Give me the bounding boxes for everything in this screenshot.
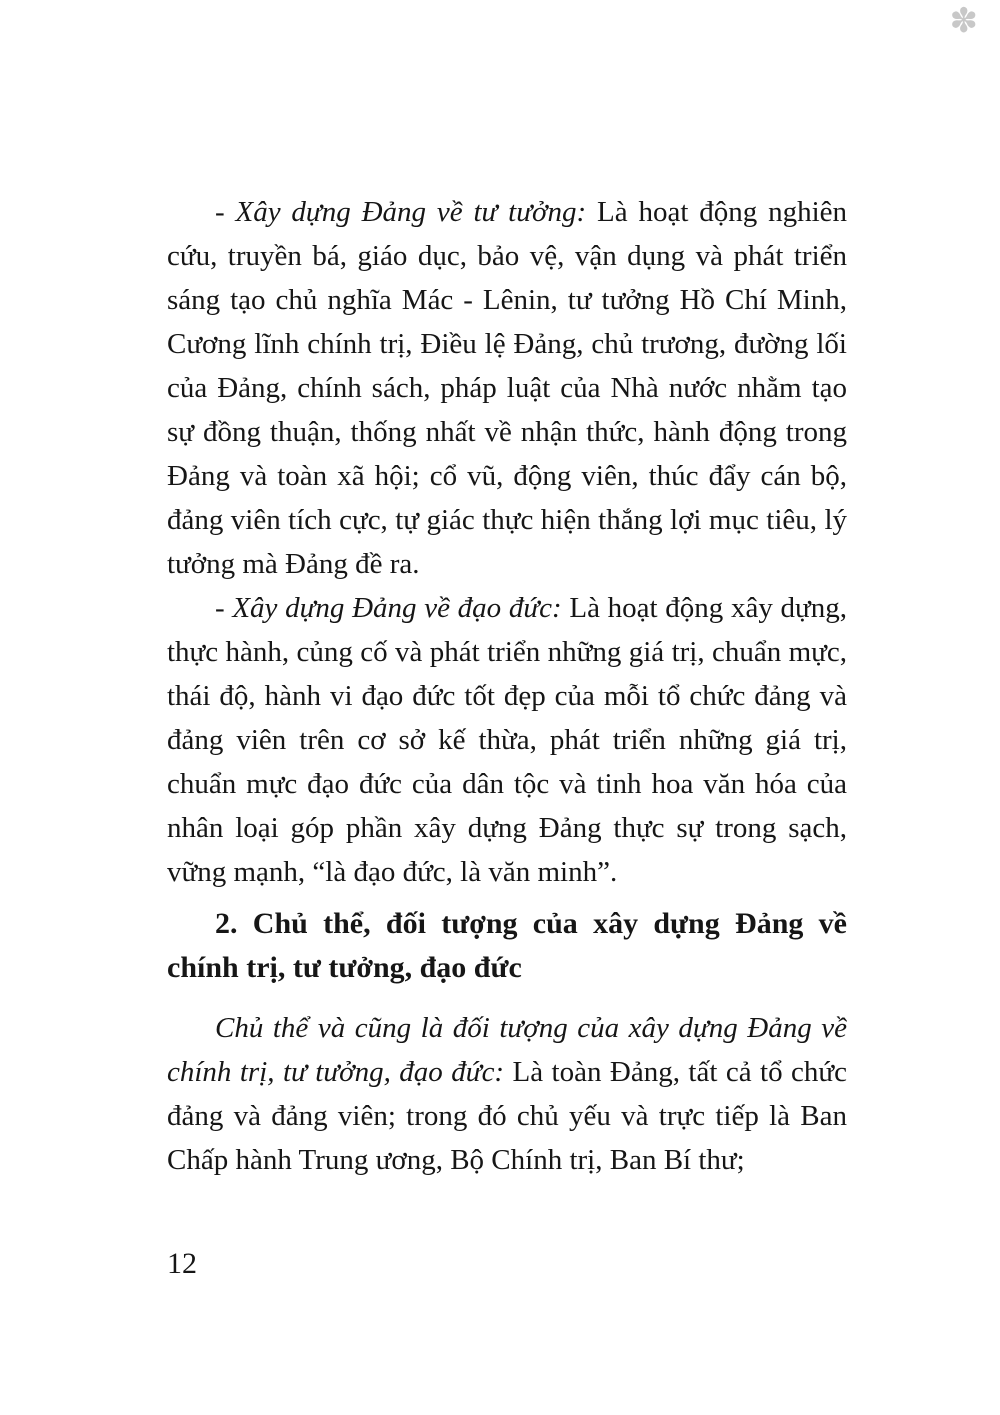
page-number: 12 <box>167 1247 197 1280</box>
section-heading: 2. Chủ thể, đối tượng của xây dựng Đảng về chính trị, tư tưởng, đạo đức <box>167 907 847 984</box>
paragraph-lead-italic: - Xây dựng Đảng về tư tưởng: <box>215 196 587 228</box>
paragraph-body-text: Là toàn Đảng, tất cả tổ chức đảng và đảng viên; trong đó chủ yếu và trực tiếp là Ban Chấp hành Trung ương, Bộ Chính trị, Ban Bí thư; <box>167 1056 847 1176</box>
paragraph-xay-dung-dang-ve-tu-tuong <box>167 190 847 586</box>
page-content <box>167 190 847 1182</box>
paragraph-chu-the-doi-tuong <box>167 1006 847 1182</box>
paragraph-body-text: Là hoạt động nghiên cứu, truyền bá, giáo dục, bảo vệ, vận dụng và phát triển sáng tạo chủ nghĩa Mác - Lênin, tư tưởng Hồ Chí Minh, Cương lĩnh chính trị, Điều lệ Đảng, chủ trương, đường lối của Đảng, chính sách, pháp luật của Nhà nước nhằm tạo sự đồng thuận, thống nhất về nhận thức, hành động trong Đảng và toàn xã hội; cổ vũ, động viên, thúc đẩy cán bộ, đảng viên tích cực, tự giác thực hiện thắng lợi mục tiêu, lý tưởng mà Đảng đề ra. <box>167 196 847 580</box>
flower-ornament-icon: ✽ <box>949 3 978 40</box>
paragraph-lead-italic: Chủ thể và cũng là đối tượng của xây dựng Đảng về chính trị, tư tưởng, đạo đức: <box>167 1012 847 1088</box>
paragraph-lead-italic: - Xây dựng Đảng về đạo đức: <box>215 592 562 624</box>
paragraph-xay-dung-dang-ve-dao-duc <box>167 586 847 894</box>
paragraph-body-text: Là hoạt động xây dựng, thực hành, củng cố và phát triển những giá trị, chuẩn mực, thái độ, hành vi đạo đức tốt đẹp của mỗi tổ chức đảng và đảng viên trên cơ sở kế thừa, phát triển những giá trị, chuẩn mực đạo đức của dân tộc và tinh hoa văn hóa của nhân loại góp phần xây dựng Đảng thực sự trong sạch, vững mạnh, “là đạo đức, là văn minh”. <box>167 592 848 888</box>
